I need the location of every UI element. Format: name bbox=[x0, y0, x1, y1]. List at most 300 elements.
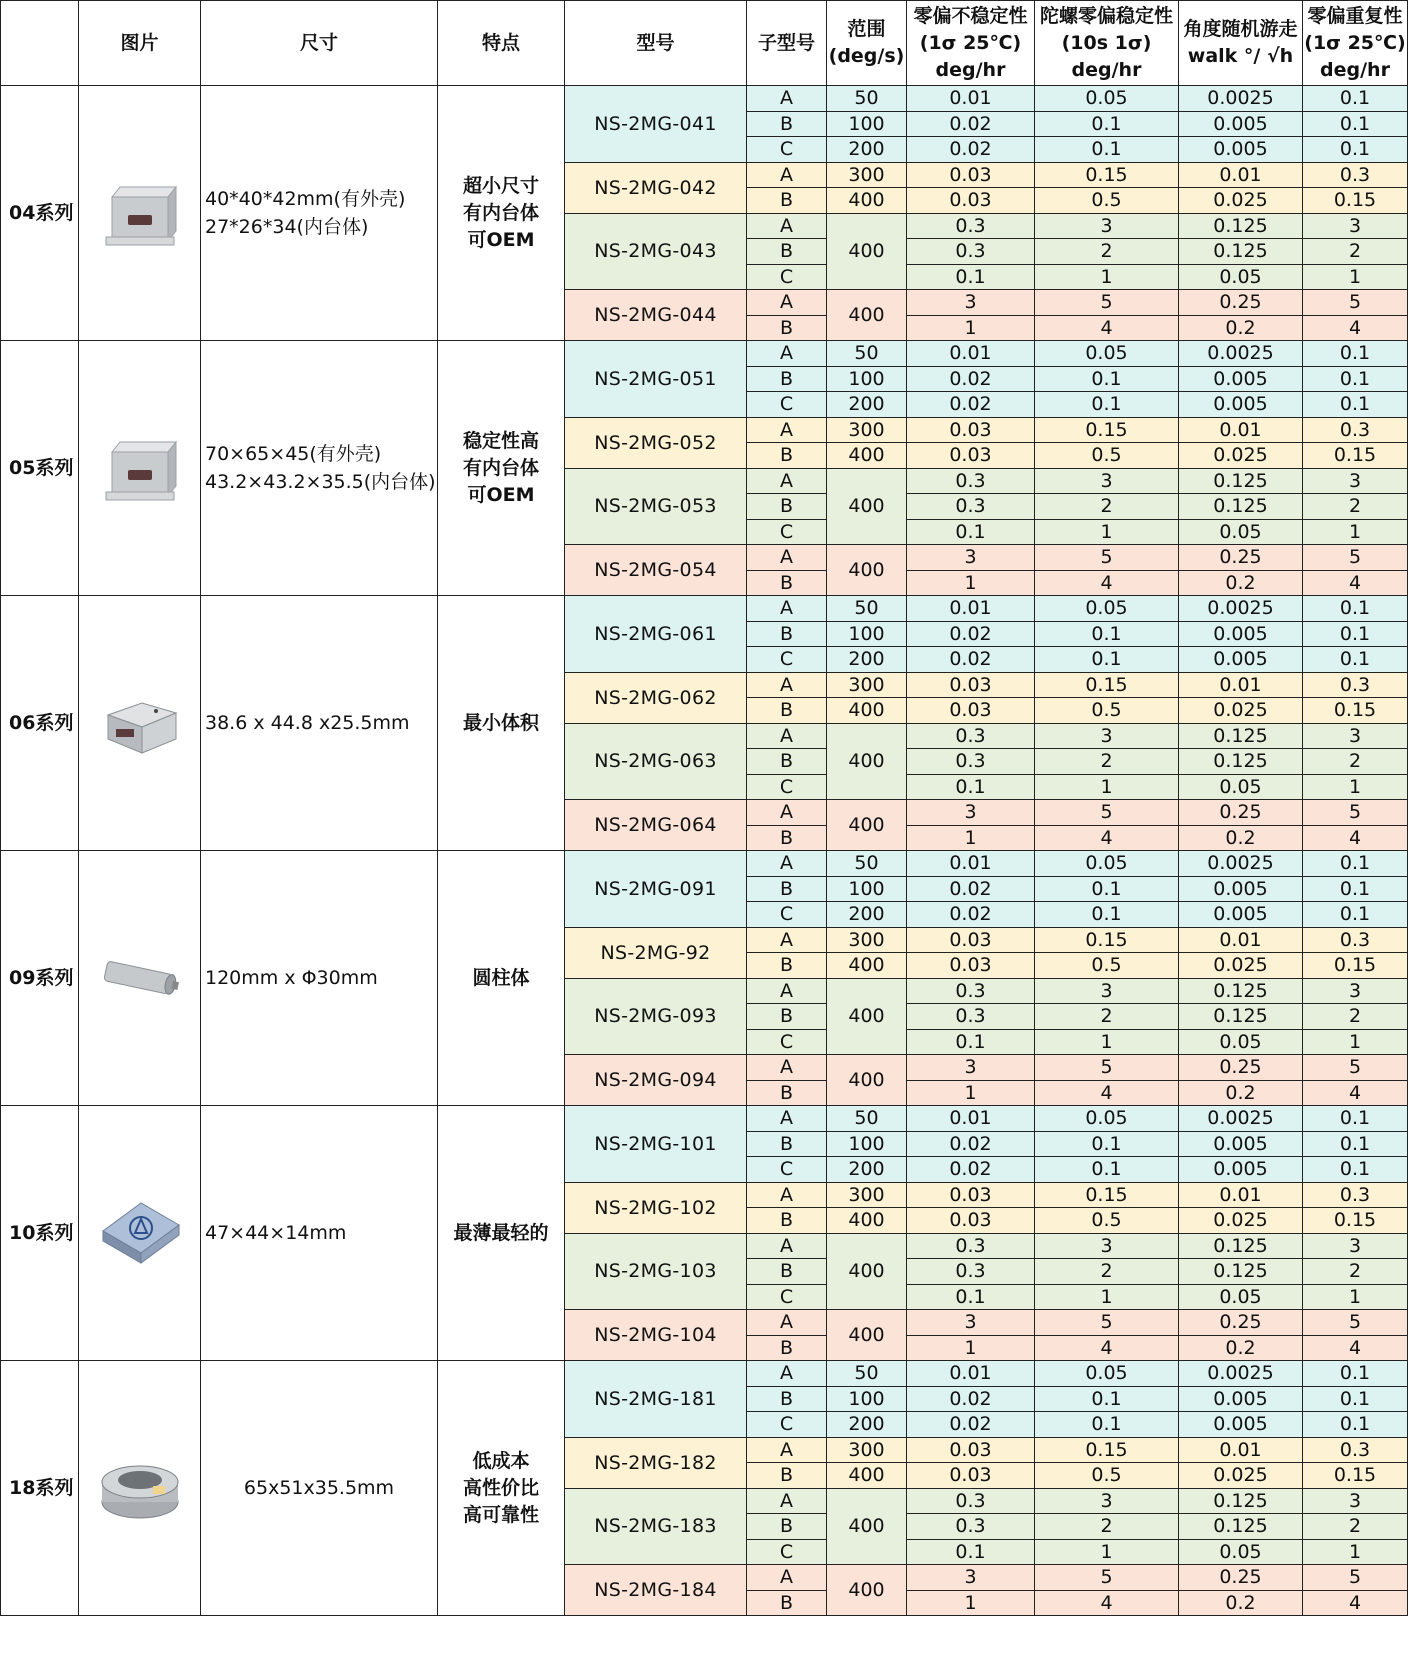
gyro-bias-stability-cell: 0.1 bbox=[1035, 1157, 1179, 1183]
gyro-bias-stability-cell: 0.05 bbox=[1035, 1361, 1179, 1387]
gyro-bias-stability-cell: 5 bbox=[1035, 1565, 1179, 1591]
size-line: 38.6 x 44.8 x25.5mm bbox=[205, 712, 410, 734]
gyro-bias-stability-cell: 0.1 bbox=[1035, 137, 1179, 163]
bias-instability-cell: 1 bbox=[907, 570, 1035, 596]
angle-random-walk-cell: 0.005 bbox=[1179, 392, 1303, 418]
bias-instability-cell: 0.1 bbox=[907, 519, 1035, 545]
bias-instability-cell: 1 bbox=[907, 825, 1035, 851]
gyro-bias-stability-cell: 4 bbox=[1035, 570, 1179, 596]
bias-instability-cell: 0.01 bbox=[907, 341, 1035, 367]
size-line: 47×44×14mm bbox=[205, 1222, 347, 1244]
range-cell: 50 bbox=[827, 86, 907, 112]
model-cell: NS-2MG-063 bbox=[565, 723, 747, 800]
bias-instability-cell: 0.03 bbox=[907, 1208, 1035, 1234]
range-cell: 300 bbox=[827, 417, 907, 443]
bias-instability-cell: 0.3 bbox=[907, 1004, 1035, 1030]
gyro-bias-stability-cell: 0.05 bbox=[1035, 341, 1179, 367]
bias-repeatability-cell: 2 bbox=[1303, 1259, 1408, 1285]
range-cell: 300 bbox=[827, 162, 907, 188]
header-line: (10s 1σ) bbox=[1061, 31, 1152, 54]
header-size: 尺寸 bbox=[201, 1, 438, 86]
gyro-bias-stability-cell: 0.05 bbox=[1035, 86, 1179, 112]
range-cell: 50 bbox=[827, 1361, 907, 1387]
submodel-cell: A bbox=[747, 851, 827, 877]
submodel-cell: B bbox=[747, 1259, 827, 1285]
submodel-cell: A bbox=[747, 1361, 827, 1387]
gyro-bias-stability-cell: 5 bbox=[1035, 1310, 1179, 1336]
bias-instability-cell: 0.03 bbox=[907, 417, 1035, 443]
submodel-cell: B bbox=[747, 1131, 827, 1157]
submodel-cell: B bbox=[747, 1590, 827, 1616]
bias-repeatability-cell: 0.1 bbox=[1303, 366, 1408, 392]
range-cell: 200 bbox=[827, 1412, 907, 1438]
bias-repeatability-cell: 0.3 bbox=[1303, 1437, 1408, 1463]
bias-repeatability-cell: 1 bbox=[1303, 264, 1408, 290]
model-cell: NS-2MG-091 bbox=[565, 851, 747, 928]
bias-repeatability-cell: 2 bbox=[1303, 749, 1408, 775]
model-cell: NS-2MG-182 bbox=[565, 1437, 747, 1488]
header-line: walk °/ √h bbox=[1187, 45, 1294, 67]
bias-instability-cell: 3 bbox=[907, 1310, 1035, 1336]
submodel-cell: B bbox=[747, 1208, 827, 1234]
submodel-cell: B bbox=[747, 570, 827, 596]
submodel-cell: B bbox=[747, 315, 827, 341]
submodel-cell: C bbox=[747, 519, 827, 545]
bias-repeatability-cell: 0.3 bbox=[1303, 927, 1408, 953]
bias-instability-cell: 1 bbox=[907, 1080, 1035, 1106]
model-cell: NS-2MG-92 bbox=[565, 927, 747, 978]
submodel-cell: A bbox=[747, 213, 827, 239]
range-cell: 200 bbox=[827, 647, 907, 673]
bias-repeatability-cell: 0.15 bbox=[1303, 188, 1408, 214]
bias-repeatability-cell: 0.1 bbox=[1303, 1361, 1408, 1387]
feature-line: 最薄最轻的 bbox=[453, 1221, 549, 1244]
model-cell: NS-2MG-062 bbox=[565, 672, 747, 723]
angle-random-walk-cell: 0.25 bbox=[1179, 545, 1303, 571]
submodel-cell: C bbox=[747, 264, 827, 290]
bias-repeatability-cell: 2 bbox=[1303, 1514, 1408, 1540]
submodel-cell: B bbox=[747, 111, 827, 137]
angle-random-walk-cell: 0.005 bbox=[1179, 876, 1303, 902]
bias-instability-cell: 0.02 bbox=[907, 137, 1035, 163]
bias-instability-cell: 0.03 bbox=[907, 188, 1035, 214]
model-cell: NS-2MG-044 bbox=[565, 290, 747, 341]
gyro-bias-stability-cell: 0.5 bbox=[1035, 1463, 1179, 1489]
range-cell: 50 bbox=[827, 851, 907, 877]
bias-repeatability-cell: 0.1 bbox=[1303, 392, 1408, 418]
model-cell: NS-2MG-052 bbox=[565, 417, 747, 468]
bias-instability-cell: 0.3 bbox=[907, 1514, 1035, 1540]
product-image bbox=[79, 851, 201, 1106]
size-cell bbox=[201, 851, 438, 1106]
header-line: deg/hr bbox=[1071, 58, 1142, 81]
angle-random-walk-cell: 0.25 bbox=[1179, 800, 1303, 826]
table-row bbox=[1, 1106, 1408, 1132]
bias-repeatability-cell: 0.1 bbox=[1303, 647, 1408, 673]
bias-instability-cell: 3 bbox=[907, 290, 1035, 316]
gyro-bias-stability-cell: 0.1 bbox=[1035, 876, 1179, 902]
model-cell: NS-2MG-104 bbox=[565, 1310, 747, 1361]
angle-random-walk-cell: 0.0025 bbox=[1179, 86, 1303, 112]
bias-repeatability-cell: 3 bbox=[1303, 978, 1408, 1004]
angle-random-walk-cell: 0.125 bbox=[1179, 749, 1303, 775]
submodel-cell: A bbox=[747, 1488, 827, 1514]
range-cell: 200 bbox=[827, 1157, 907, 1183]
bias-repeatability-cell: 5 bbox=[1303, 290, 1408, 316]
gyro-bias-stability-cell: 0.05 bbox=[1035, 851, 1179, 877]
submodel-cell: A bbox=[747, 800, 827, 826]
bias-repeatability-cell: 0.1 bbox=[1303, 596, 1408, 622]
angle-random-walk-cell: 0.005 bbox=[1179, 902, 1303, 928]
submodel-cell: B bbox=[747, 1463, 827, 1489]
angle-random-walk-cell: 0.125 bbox=[1179, 1514, 1303, 1540]
angle-random-walk-cell: 0.01 bbox=[1179, 417, 1303, 443]
submodel-cell: A bbox=[747, 290, 827, 316]
submodel-cell: B bbox=[747, 239, 827, 265]
range-cell: 200 bbox=[827, 902, 907, 928]
bias-repeatability-cell: 0.1 bbox=[1303, 86, 1408, 112]
bias-instability-cell: 0.01 bbox=[907, 596, 1035, 622]
model-cell: NS-2MG-102 bbox=[565, 1182, 747, 1233]
table-row bbox=[1, 851, 1408, 877]
bias-instability-cell: 0.03 bbox=[907, 927, 1035, 953]
bias-instability-cell: 0.1 bbox=[907, 264, 1035, 290]
model-cell: NS-2MG-041 bbox=[565, 86, 747, 163]
angle-random-walk-cell: 0.005 bbox=[1179, 137, 1303, 163]
bias-repeatability-cell: 4 bbox=[1303, 825, 1408, 851]
header-line: (1σ 25℃) bbox=[919, 31, 1022, 54]
submodel-cell: C bbox=[747, 1029, 827, 1055]
angle-random-walk-cell: 0.125 bbox=[1179, 723, 1303, 749]
submodel-cell: B bbox=[747, 876, 827, 902]
product-image bbox=[79, 341, 201, 596]
bias-repeatability-cell: 2 bbox=[1303, 494, 1408, 520]
bias-repeatability-cell: 3 bbox=[1303, 1488, 1408, 1514]
submodel-cell: A bbox=[747, 1055, 827, 1081]
product-image bbox=[79, 86, 201, 341]
feature-line: 有内台体 bbox=[462, 201, 539, 224]
angle-random-walk-cell: 0.2 bbox=[1179, 825, 1303, 851]
feature-cell bbox=[438, 1106, 565, 1361]
submodel-cell: C bbox=[747, 1412, 827, 1438]
range-cell: 400 bbox=[827, 1565, 907, 1616]
gyro-bias-stability-cell: 3 bbox=[1035, 1488, 1179, 1514]
bias-instability-cell: 0.3 bbox=[907, 1233, 1035, 1259]
bias-repeatability-cell: 5 bbox=[1303, 1565, 1408, 1591]
submodel-cell: B bbox=[747, 698, 827, 724]
bias-repeatability-cell: 0.1 bbox=[1303, 1106, 1408, 1132]
size-cell bbox=[201, 341, 438, 596]
gyro-bias-stability-cell: 0.1 bbox=[1035, 366, 1179, 392]
angle-random-walk-cell: 0.0025 bbox=[1179, 851, 1303, 877]
model-cell: NS-2MG-181 bbox=[565, 1361, 747, 1438]
bias-instability-cell: 3 bbox=[907, 545, 1035, 571]
size-cell bbox=[201, 1361, 438, 1616]
bias-repeatability-cell: 4 bbox=[1303, 1080, 1408, 1106]
angle-random-walk-cell: 0.01 bbox=[1179, 162, 1303, 188]
submodel-cell: A bbox=[747, 723, 827, 749]
table-row bbox=[1, 1361, 1408, 1387]
gyro-bias-stability-cell: 0.5 bbox=[1035, 443, 1179, 469]
submodel-cell: B bbox=[747, 1386, 827, 1412]
model-cell: NS-2MG-053 bbox=[565, 468, 747, 545]
submodel-cell: C bbox=[747, 392, 827, 418]
bias-instability-cell: 0.3 bbox=[907, 468, 1035, 494]
submodel-cell: C bbox=[747, 647, 827, 673]
bias-repeatability-cell: 0.15 bbox=[1303, 698, 1408, 724]
series-name: 09系列 bbox=[1, 851, 79, 1106]
size-line: 120mm x Φ30mm bbox=[205, 967, 378, 989]
bias-repeatability-cell: 5 bbox=[1303, 545, 1408, 571]
submodel-cell: B bbox=[747, 1514, 827, 1540]
range-cell: 400 bbox=[827, 1463, 907, 1489]
model-cell: NS-2MG-043 bbox=[565, 213, 747, 290]
bias-repeatability-cell: 0.1 bbox=[1303, 1131, 1408, 1157]
submodel-cell: B bbox=[747, 1335, 827, 1361]
bias-instability-cell: 0.02 bbox=[907, 111, 1035, 137]
bias-repeatability-cell: 0.1 bbox=[1303, 111, 1408, 137]
range-cell: 400 bbox=[827, 698, 907, 724]
gyro-bias-stability-cell: 2 bbox=[1035, 1004, 1179, 1030]
header-range-line: (deg/s) bbox=[828, 45, 905, 67]
submodel-cell: A bbox=[747, 417, 827, 443]
range-cell: 300 bbox=[827, 927, 907, 953]
bias-instability-cell: 0.3 bbox=[907, 723, 1035, 749]
gyro-bias-stability-cell: 1 bbox=[1035, 774, 1179, 800]
bias-repeatability-cell: 1 bbox=[1303, 774, 1408, 800]
angle-random-walk-cell: 0.0025 bbox=[1179, 1361, 1303, 1387]
gyro-bias-stability-cell: 4 bbox=[1035, 825, 1179, 851]
angle-random-walk-cell: 0.005 bbox=[1179, 621, 1303, 647]
range-cell: 400 bbox=[827, 443, 907, 469]
angle-random-walk-cell: 0.0025 bbox=[1179, 1106, 1303, 1132]
angle-random-walk-cell: 0.125 bbox=[1179, 1004, 1303, 1030]
submodel-cell: B bbox=[747, 1080, 827, 1106]
gyro-bias-stability-cell: 5 bbox=[1035, 1055, 1179, 1081]
model-cell: NS-2MG-184 bbox=[565, 1565, 747, 1616]
bias-repeatability-cell: 4 bbox=[1303, 315, 1408, 341]
submodel-cell: C bbox=[747, 902, 827, 928]
bias-repeatability-cell: 3 bbox=[1303, 468, 1408, 494]
gyro-bias-stability-cell: 0.1 bbox=[1035, 902, 1179, 928]
angle-random-walk-cell: 0.2 bbox=[1179, 1335, 1303, 1361]
bias-instability-cell: 3 bbox=[907, 1565, 1035, 1591]
gyro-bias-stability-cell: 3 bbox=[1035, 468, 1179, 494]
header-line: 零偏重复性 bbox=[1307, 4, 1403, 27]
bias-repeatability-cell: 1 bbox=[1303, 1539, 1408, 1565]
feature-line: 超小尺寸 bbox=[462, 174, 539, 197]
header-line: 角度随机游走 bbox=[1183, 18, 1298, 40]
submodel-cell: C bbox=[747, 1284, 827, 1310]
gyro-bias-stability-cell: 0.1 bbox=[1035, 1131, 1179, 1157]
angle-random-walk-cell: 0.01 bbox=[1179, 927, 1303, 953]
bias-instability-cell: 0.02 bbox=[907, 366, 1035, 392]
bias-repeatability-cell: 1 bbox=[1303, 1029, 1408, 1055]
feature-line: 稳定性高 bbox=[462, 429, 539, 452]
gyro-bias-stability-cell: 4 bbox=[1035, 1080, 1179, 1106]
bias-instability-cell: 0.03 bbox=[907, 162, 1035, 188]
size-line: 43.2×43.2×35.5(内台体) bbox=[205, 471, 436, 493]
angle-random-walk-cell: 0.25 bbox=[1179, 290, 1303, 316]
angle-random-walk-cell: 0.125 bbox=[1179, 468, 1303, 494]
bias-instability-cell: 0.02 bbox=[907, 1412, 1035, 1438]
bias-instability-cell: 0.01 bbox=[907, 86, 1035, 112]
table-row bbox=[1, 596, 1408, 622]
submodel-cell: B bbox=[747, 825, 827, 851]
bias-instability-cell: 0.01 bbox=[907, 851, 1035, 877]
range-cell: 300 bbox=[827, 1182, 907, 1208]
model-cell: NS-2MG-064 bbox=[565, 800, 747, 851]
angle-random-walk-cell: 0.2 bbox=[1179, 1080, 1303, 1106]
gyro-bias-stability-cell: 3 bbox=[1035, 723, 1179, 749]
gyro-bias-stability-cell: 2 bbox=[1035, 239, 1179, 265]
size-cell bbox=[201, 596, 438, 851]
angle-random-walk-cell: 0.125 bbox=[1179, 1259, 1303, 1285]
range-cell: 100 bbox=[827, 876, 907, 902]
model-cell: NS-2MG-054 bbox=[565, 545, 747, 596]
bias-instability-cell: 0.03 bbox=[907, 1463, 1035, 1489]
size-line: 65x51x35.5mm bbox=[243, 1477, 395, 1499]
gyro-bias-stability-cell: 0.15 bbox=[1035, 162, 1179, 188]
size-line: 70×65×45(有外壳) bbox=[205, 443, 382, 465]
model-cell: NS-2MG-103 bbox=[565, 1233, 747, 1310]
round-imu-icon bbox=[79, 1446, 200, 1530]
submodel-cell: A bbox=[747, 545, 827, 571]
gyro-bias-stability-cell: 2 bbox=[1035, 749, 1179, 775]
header-line: deg/hr bbox=[935, 58, 1006, 81]
header-corner bbox=[1, 1, 79, 86]
submodel-cell: C bbox=[747, 137, 827, 163]
bias-repeatability-cell: 0.3 bbox=[1303, 1182, 1408, 1208]
feature-cell bbox=[438, 86, 565, 341]
cylinder-imu-icon bbox=[79, 948, 200, 1008]
bias-instability-cell: 0.1 bbox=[907, 1029, 1035, 1055]
gyro-bias-stability-cell: 3 bbox=[1035, 978, 1179, 1004]
submodel-cell: B bbox=[747, 443, 827, 469]
header-line: 陀螺零偏稳定性 bbox=[1039, 4, 1173, 27]
gyro-bias-stability-cell: 0.05 bbox=[1035, 1106, 1179, 1132]
angle-random-walk-cell: 0.2 bbox=[1179, 570, 1303, 596]
bias-repeatability-cell: 0.1 bbox=[1303, 341, 1408, 367]
size-cell bbox=[201, 1106, 438, 1361]
bias-instability-cell: 0.3 bbox=[907, 749, 1035, 775]
gyro-bias-stability-cell: 1 bbox=[1035, 1284, 1179, 1310]
bias-instability-cell: 1 bbox=[907, 1590, 1035, 1616]
range-cell: 100 bbox=[827, 366, 907, 392]
header-bias-repeatability bbox=[1303, 1, 1408, 86]
product-image bbox=[79, 596, 201, 851]
feature-line: 可OEM bbox=[467, 483, 535, 506]
bias-repeatability-cell: 5 bbox=[1303, 1055, 1408, 1081]
header-feature: 特点 bbox=[438, 1, 565, 86]
submodel-cell: B bbox=[747, 494, 827, 520]
angle-random-walk-cell: 0.025 bbox=[1179, 1463, 1303, 1489]
bias-repeatability-cell: 0.15 bbox=[1303, 443, 1408, 469]
gyro-bias-stability-cell: 1 bbox=[1035, 519, 1179, 545]
angle-random-walk-cell: 0.2 bbox=[1179, 1590, 1303, 1616]
gyro-bias-stability-cell: 5 bbox=[1035, 545, 1179, 571]
submodel-cell: A bbox=[747, 1182, 827, 1208]
bias-instability-cell: 0.02 bbox=[907, 1386, 1035, 1412]
gyro-bias-stability-cell: 0.5 bbox=[1035, 188, 1179, 214]
bias-instability-cell: 0.1 bbox=[907, 1284, 1035, 1310]
angle-random-walk-cell: 0.0025 bbox=[1179, 596, 1303, 622]
angle-random-walk-cell: 0.025 bbox=[1179, 698, 1303, 724]
range-cell: 100 bbox=[827, 621, 907, 647]
angle-random-walk-cell: 0.0025 bbox=[1179, 341, 1303, 367]
range-cell: 50 bbox=[827, 341, 907, 367]
gyro-bias-stability-cell: 0.5 bbox=[1035, 1208, 1179, 1234]
angle-random-walk-cell: 0.05 bbox=[1179, 1284, 1303, 1310]
gyro-bias-stability-cell: 4 bbox=[1035, 1335, 1179, 1361]
range-cell: 400 bbox=[827, 800, 907, 851]
gyro-bias-stability-cell: 2 bbox=[1035, 494, 1179, 520]
bias-instability-cell: 0.02 bbox=[907, 392, 1035, 418]
gyro-bias-stability-cell: 0.15 bbox=[1035, 927, 1179, 953]
range-cell: 100 bbox=[827, 111, 907, 137]
bias-instability-cell: 0.03 bbox=[907, 443, 1035, 469]
submodel-cell: A bbox=[747, 1106, 827, 1132]
submodel-cell: A bbox=[747, 1310, 827, 1336]
model-cell: NS-2MG-093 bbox=[565, 978, 747, 1055]
header-line: (1σ 25℃) bbox=[1304, 31, 1406, 54]
series-name: 06系列 bbox=[1, 596, 79, 851]
table-body bbox=[1, 86, 1408, 1616]
feature-line: 圆柱体 bbox=[472, 966, 530, 989]
bias-instability-cell: 0.3 bbox=[907, 239, 1035, 265]
box-imu-icon bbox=[79, 171, 200, 255]
bias-repeatability-cell: 5 bbox=[1303, 1310, 1408, 1336]
range-cell: 400 bbox=[827, 188, 907, 214]
header-bias-instability bbox=[907, 1, 1035, 86]
compact-imu-icon bbox=[79, 681, 200, 765]
angle-random-walk-cell: 0.2 bbox=[1179, 315, 1303, 341]
bias-repeatability-cell: 0.15 bbox=[1303, 1208, 1408, 1234]
gyro-bias-stability-cell: 5 bbox=[1035, 800, 1179, 826]
submodel-cell: B bbox=[747, 188, 827, 214]
gyro-bias-stability-cell: 0.1 bbox=[1035, 1412, 1179, 1438]
bias-instability-cell: 1 bbox=[907, 1335, 1035, 1361]
bias-instability-cell: 0.02 bbox=[907, 621, 1035, 647]
feature-cell bbox=[438, 596, 565, 851]
gyro-bias-stability-cell: 2 bbox=[1035, 1514, 1179, 1540]
range-cell: 200 bbox=[827, 137, 907, 163]
submodel-cell: B bbox=[747, 1004, 827, 1030]
bias-instability-cell: 0.01 bbox=[907, 1106, 1035, 1132]
angle-random-walk-cell: 0.01 bbox=[1179, 1182, 1303, 1208]
gyro-bias-stability-cell: 0.1 bbox=[1035, 111, 1179, 137]
angle-random-walk-cell: 0.25 bbox=[1179, 1565, 1303, 1591]
bias-instability-cell: 3 bbox=[907, 1055, 1035, 1081]
submodel-cell: B bbox=[747, 366, 827, 392]
gyro-bias-stability-cell: 0.15 bbox=[1035, 1182, 1179, 1208]
bias-repeatability-cell: 4 bbox=[1303, 1335, 1408, 1361]
submodel-cell: A bbox=[747, 162, 827, 188]
bias-instability-cell: 0.02 bbox=[907, 1157, 1035, 1183]
feature-line: 可OEM bbox=[467, 228, 535, 251]
table-row bbox=[1, 341, 1408, 367]
feature-cell bbox=[438, 341, 565, 596]
range-cell: 400 bbox=[827, 1310, 907, 1361]
bias-repeatability-cell: 0.1 bbox=[1303, 902, 1408, 928]
bias-instability-cell: 0.3 bbox=[907, 213, 1035, 239]
range-cell: 400 bbox=[827, 213, 907, 290]
bias-repeatability-cell: 4 bbox=[1303, 570, 1408, 596]
bias-repeatability-cell: 0.1 bbox=[1303, 876, 1408, 902]
series-name: 05系列 bbox=[1, 341, 79, 596]
angle-random-walk-cell: 0.25 bbox=[1179, 1055, 1303, 1081]
box-imu-icon bbox=[79, 426, 200, 510]
